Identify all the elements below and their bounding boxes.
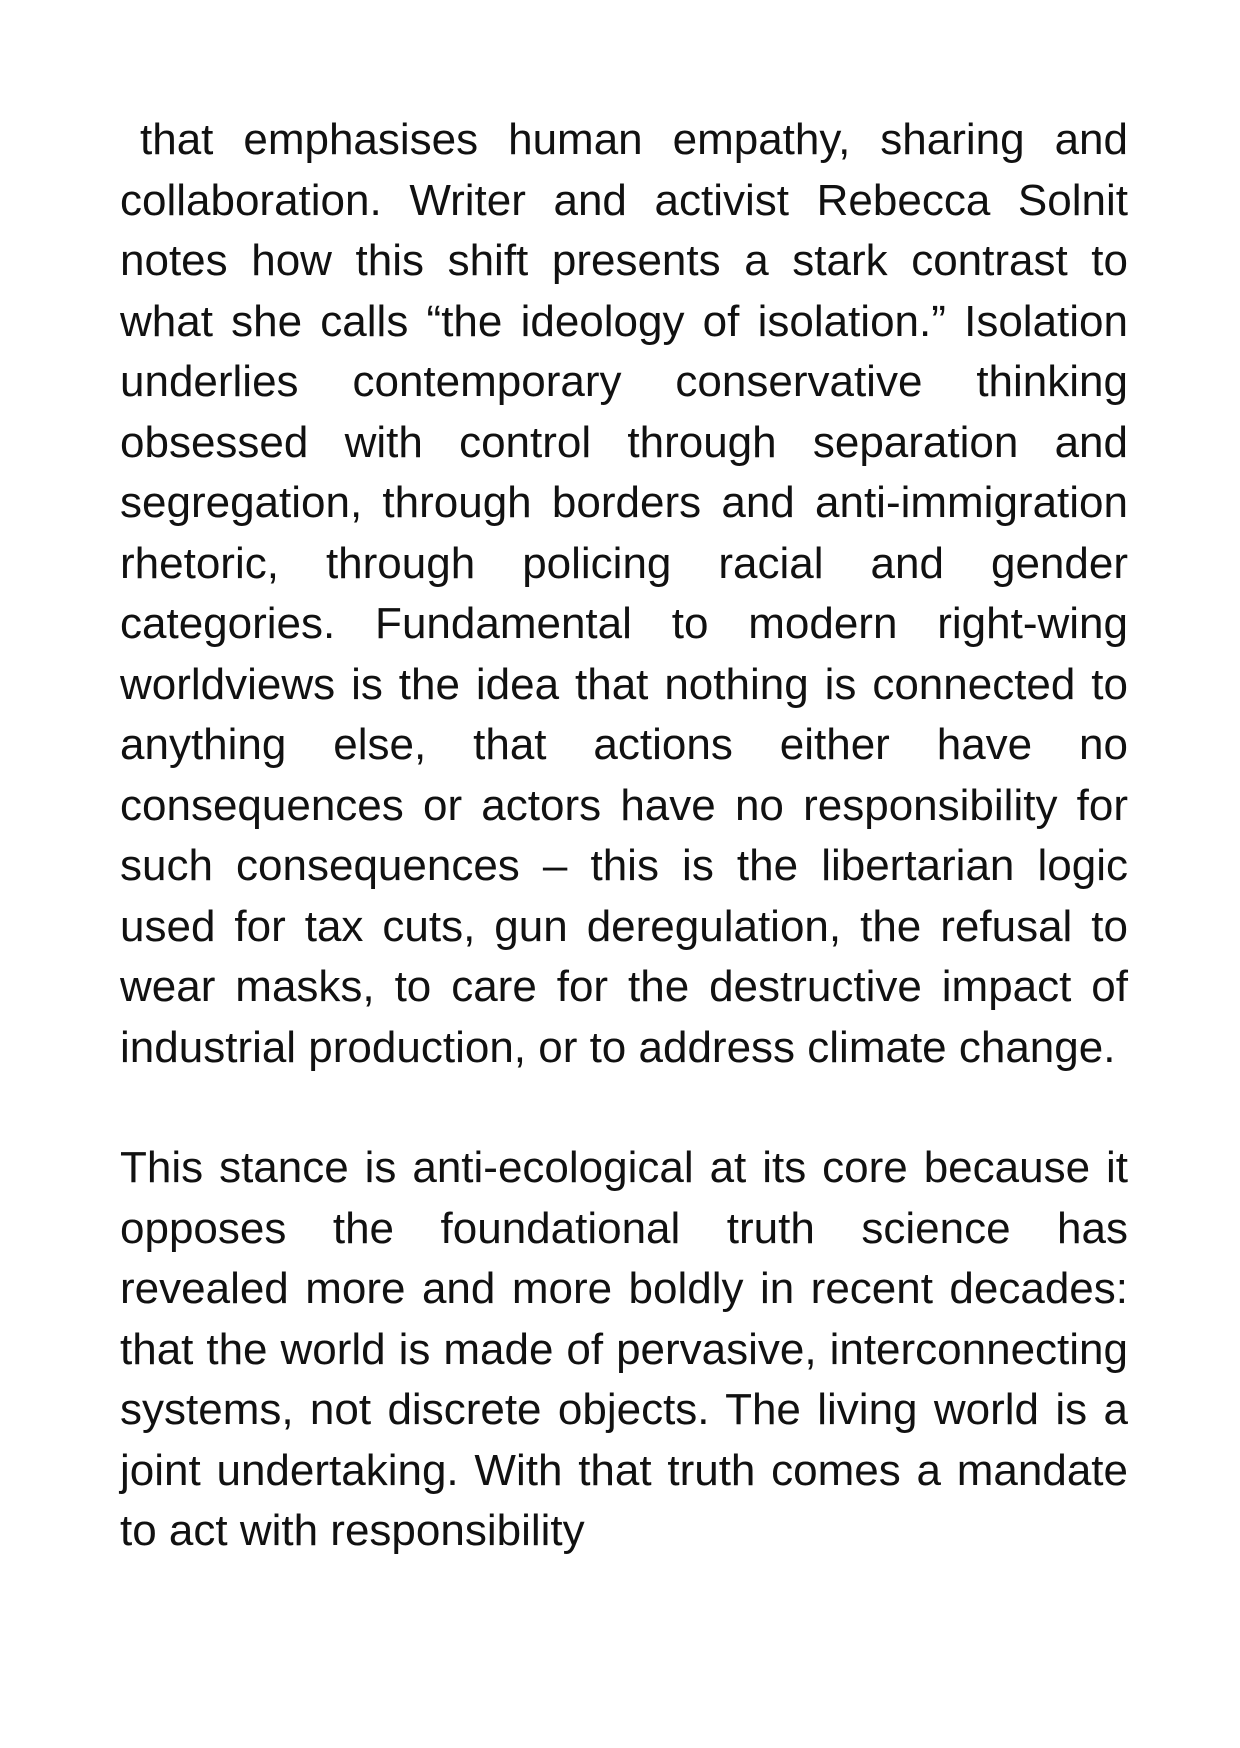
body-text	[120, 110, 1128, 1562]
paragraph-anti-ecological-stance: This stance is anti-ecological at its core because it opposes the foundational truth science has revealed more and more boldly in recent decades: that the world is made of pervasive, interconnecting systems, not discrete objects. The living world is a joint undertaking. With that truth comes a mandate to act with responsibility	[120, 1143, 1128, 1555]
paragraph-ideology-of-isolation: that emphasises human empathy, sharing and collaboration. Writer and activist Rebecca Solnit notes how this shift presents a stark contrast to what she calls “the ideology of isolation.” Isolation underlies contemporary conservative thinking obsessed with control through separation and segregation, through borders and anti-immigration rhetoric, through policing racial and gender categories. Fundamental to modern right-wing worldviews is the idea that nothing is connected to anything else, that actions either have no consequences or actors have no responsibility for such consequences – this is the libertarian logic used for tax cuts, gun deregulation, the refusal to wear masks, to care for the destructive impact of industrial production, or to address climate change.	[120, 115, 1128, 1072]
